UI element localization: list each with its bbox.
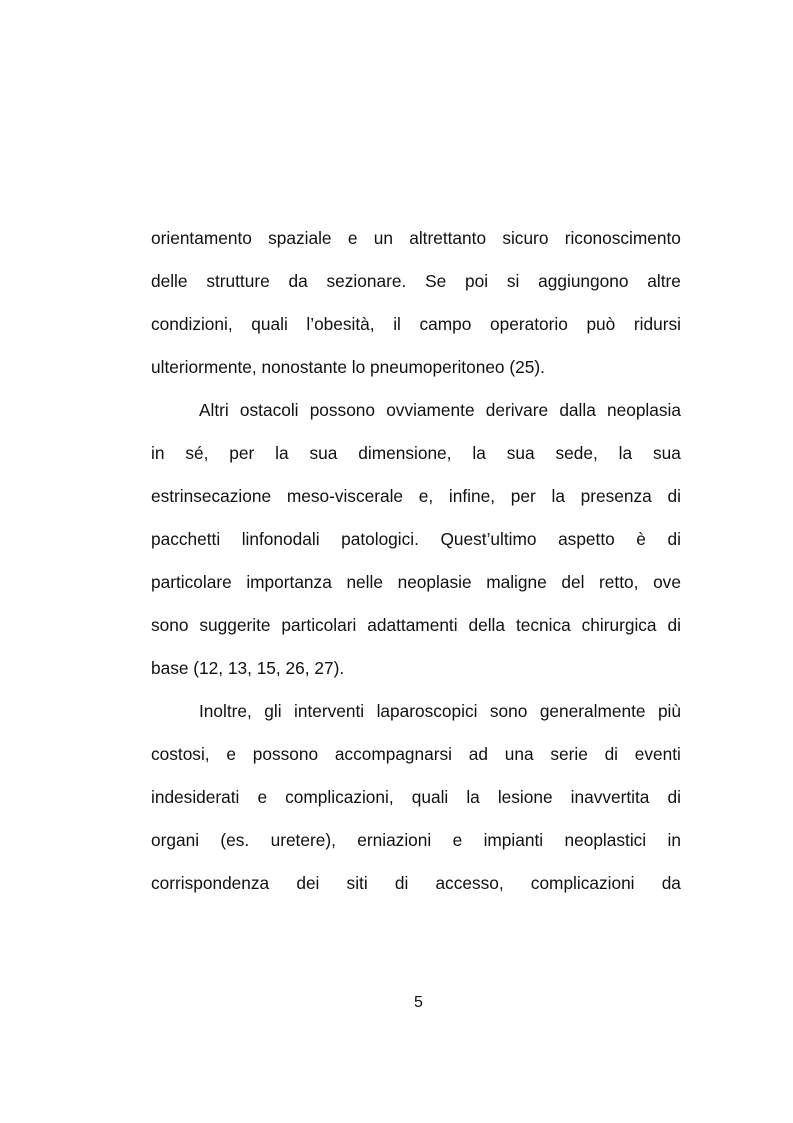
word: (es. [220, 830, 250, 850]
word: altre [647, 271, 681, 291]
word: gli [264, 701, 282, 721]
word: lesione [497, 787, 553, 807]
word: linfonodali [241, 529, 320, 549]
word: sono [151, 615, 189, 635]
word: l’obesità, [306, 314, 375, 334]
word: strutture [206, 271, 270, 291]
word: sono [489, 701, 528, 721]
word: aggiungono [538, 271, 629, 291]
word: in [667, 830, 681, 850]
word: suggerite [199, 615, 271, 635]
word: neoplasia [606, 400, 681, 420]
word: 13, [227, 658, 252, 678]
word: è [636, 529, 646, 549]
page-number: 5 [414, 994, 423, 1011]
word: un [373, 228, 393, 248]
word: aspetto [558, 529, 615, 549]
word: del [561, 572, 585, 592]
text-line [151, 308, 681, 351]
word: Se [425, 271, 447, 291]
word: chirurgica [581, 615, 657, 635]
word: di [604, 744, 619, 764]
word: di [667, 486, 681, 506]
word: estrinsecazione [151, 486, 272, 506]
word: meso-viscerale [286, 486, 404, 506]
word: per [510, 486, 536, 506]
word: e [452, 830, 463, 850]
word: campo [419, 314, 472, 334]
text-line [151, 265, 681, 308]
word: in [151, 443, 165, 463]
word: particolare [151, 572, 232, 592]
word: spaziale [268, 228, 332, 248]
word: 15, [256, 658, 281, 678]
word: e, [418, 486, 434, 506]
word: neoplastici [564, 830, 647, 850]
text-line [151, 781, 681, 824]
word: interventi [294, 701, 365, 721]
word: da [288, 271, 308, 291]
word: tecnica [515, 615, 571, 635]
word: ulteriormente, [151, 357, 257, 377]
body-text [151, 222, 681, 910]
word: retto, [599, 572, 639, 592]
word: di [394, 873, 409, 893]
word: base [151, 658, 189, 678]
text-line [151, 480, 681, 523]
word: (25). [509, 357, 545, 377]
word: per [229, 443, 255, 463]
word: sicuro [502, 228, 549, 248]
word: la [551, 486, 565, 506]
text-line [151, 609, 681, 652]
word: una [504, 744, 534, 764]
word: adattamenti [367, 615, 458, 635]
word: la [466, 787, 480, 807]
word: condizioni, [151, 314, 233, 334]
word: Altri [199, 400, 229, 420]
word: impianti [483, 830, 544, 850]
word: organi [151, 830, 200, 850]
text-line [151, 652, 681, 695]
word: ridursi [633, 314, 681, 334]
word: nelle [346, 572, 383, 592]
word: pacchetti [151, 529, 221, 549]
word: particolari [281, 615, 357, 635]
word: accompagnarsi [334, 744, 453, 764]
word: complicazioni [530, 873, 635, 893]
word: la [472, 443, 486, 463]
word: ove [653, 572, 681, 592]
word: sezionare. [326, 271, 407, 291]
word: orientamento [151, 228, 252, 248]
text-line [151, 437, 681, 480]
word: nonostante [261, 357, 347, 377]
word: neoplasie [397, 572, 472, 592]
text-line [151, 824, 681, 867]
word: generalmente [539, 701, 646, 721]
word: si [506, 271, 520, 291]
word: e [257, 787, 268, 807]
word: costosi, [151, 744, 210, 764]
word: dalla [559, 400, 596, 420]
word: operatorio [490, 314, 568, 334]
word: patologici. [341, 529, 419, 549]
word: eventi [634, 744, 681, 764]
word: inavvertita [570, 787, 650, 807]
text-line [151, 566, 681, 609]
word: sede, [555, 443, 598, 463]
word: delle [151, 271, 188, 291]
word: più [657, 701, 681, 721]
word: di [667, 615, 681, 635]
word: uretere), [270, 830, 336, 850]
word: complicazioni, [285, 787, 394, 807]
word: ovviamente [386, 400, 475, 420]
word: laparoscopici [376, 701, 478, 721]
word: ostacoli [239, 400, 299, 420]
word: sua [309, 443, 338, 463]
word: sua [652, 443, 681, 463]
word: pneumoperitoneo [370, 357, 505, 377]
word: corrispondenza [151, 873, 270, 893]
word: possono [309, 400, 376, 420]
word: il [393, 314, 401, 334]
text-line [151, 222, 681, 265]
word: quali [411, 787, 449, 807]
word: lo [351, 357, 366, 377]
word: maligne [486, 572, 547, 592]
word: può [586, 314, 616, 334]
word: e [347, 228, 358, 248]
word: erniazioni [357, 830, 432, 850]
word: indesiderati [151, 787, 240, 807]
word: dei [296, 873, 320, 893]
word: riconoscimento [564, 228, 681, 248]
word: sé, [185, 443, 209, 463]
word: siti [346, 873, 368, 893]
word: da [661, 873, 681, 893]
word: sua [506, 443, 535, 463]
word: serie [550, 744, 588, 764]
word: accesso, [435, 873, 504, 893]
text-line [151, 695, 681, 738]
text-line [151, 867, 681, 910]
word: la [618, 443, 633, 463]
word: Quest’ultimo [440, 529, 537, 549]
text-line [151, 738, 681, 781]
word: possono [252, 744, 319, 764]
word: altrettanto [409, 228, 487, 248]
word: ad [468, 744, 488, 764]
word: quali [251, 314, 288, 334]
word: 26, [285, 658, 310, 678]
word: presenza [580, 486, 652, 506]
word: dimensione, [358, 443, 452, 463]
word: importanza [246, 572, 332, 592]
word: poi [465, 271, 489, 291]
word: infine, [448, 486, 496, 506]
word: 27). [314, 658, 345, 678]
text-line [151, 394, 681, 437]
word: e [226, 744, 236, 764]
word: Inoltre, [199, 701, 252, 721]
text-line [151, 523, 681, 566]
word: della [468, 615, 506, 635]
text-line [151, 351, 681, 394]
word: (12, [193, 658, 224, 678]
word: di [667, 529, 681, 549]
word: di [667, 787, 681, 807]
word: la [275, 443, 289, 463]
word: derivare [485, 400, 549, 420]
